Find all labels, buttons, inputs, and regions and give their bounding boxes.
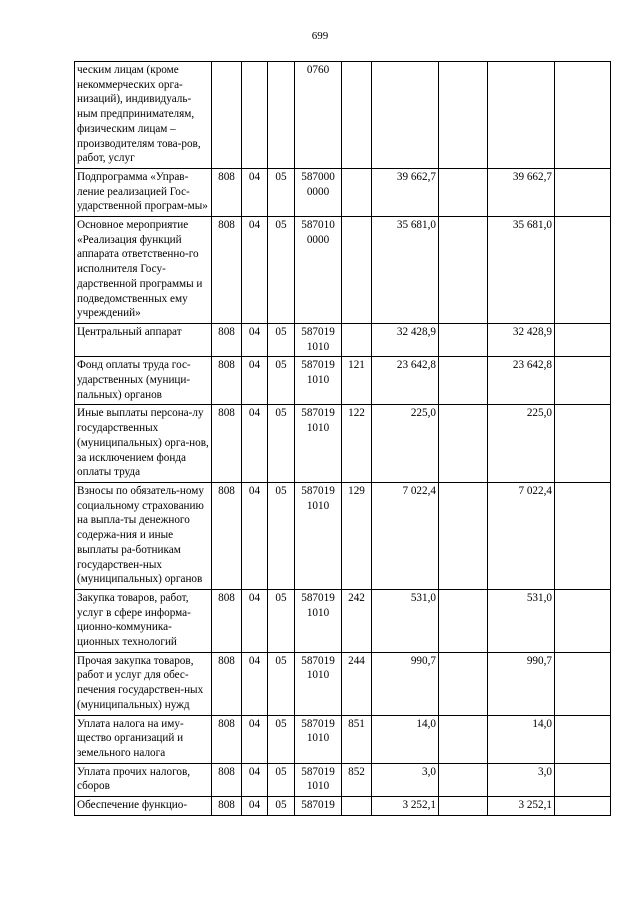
cell-expense-type — [342, 797, 372, 816]
cell-name: Закупка товаров, работ, услуг в сфере информа-ционно-коммуника-ционных технологий — [75, 589, 212, 652]
cell-empty-2 — [555, 323, 611, 356]
cell-subsection-code — [268, 62, 295, 169]
cell-subsection-code: 05 — [268, 763, 295, 796]
cell-target-article: 587019 1010 — [295, 482, 342, 589]
cell-name: Прочая закупка товаров, работ и услуг для обес-печения государствен-ных (муниципальных) нужд — [75, 652, 212, 715]
cell-target-article: 587019 1010 — [295, 405, 342, 483]
cell-expense-type: 122 — [342, 405, 372, 483]
cell-total: 35 681,0 — [488, 217, 555, 324]
cell-empty-2 — [555, 797, 611, 816]
cell-target-article: 587019 1010 — [295, 715, 342, 763]
cell-empty-1 — [439, 405, 488, 483]
budget-table — [74, 61, 611, 816]
cell-empty-2 — [555, 62, 611, 169]
cell-target-article: 587019 1010 — [295, 652, 342, 715]
cell-name: Взносы по обязатель-ному социальному страхованию на выпла-ты денежного содержа-ния и иные выплаты ра-ботникам государствен-ных (муниципальных) органов — [75, 482, 212, 589]
table-row — [75, 405, 611, 483]
cell-empty-2 — [555, 763, 611, 796]
cell-ministry-code: 808 — [212, 405, 242, 483]
cell-subsection-code: 05 — [268, 715, 295, 763]
cell-target-article: 587019 1010 — [295, 589, 342, 652]
cell-total: 32 428,9 — [488, 323, 555, 356]
cell-empty-1 — [439, 217, 488, 324]
table-row — [75, 217, 611, 324]
cell-amount: 39 662,7 — [372, 168, 439, 216]
cell-amount: 32 428,9 — [372, 323, 439, 356]
cell-total: 3 252,1 — [488, 797, 555, 816]
table-row — [75, 589, 611, 652]
cell-empty-1 — [439, 168, 488, 216]
cell-ministry-code: 808 — [212, 482, 242, 589]
cell-empty-1 — [439, 62, 488, 169]
cell-total: 990,7 — [488, 652, 555, 715]
cell-total: 23 642,8 — [488, 357, 555, 405]
cell-name: Центральный аппарат — [75, 323, 212, 356]
cell-empty-1 — [439, 482, 488, 589]
cell-ministry-code: 808 — [212, 652, 242, 715]
cell-name: Основное мероприятие «Реализация функций аппарата ответственно-го исполнителя Госу-дарственной программы и подведомственных ему учреждений» — [75, 217, 212, 324]
cell-empty-1 — [439, 652, 488, 715]
cell-ministry-code: 808 — [212, 589, 242, 652]
page-number: 699 — [311, 30, 329, 42]
cell-expense-type — [342, 168, 372, 216]
cell-expense-type: 852 — [342, 763, 372, 796]
cell-target-article: 587010 0000 — [295, 217, 342, 324]
cell-target-article: 587019 1010 — [295, 357, 342, 405]
cell-expense-type: 244 — [342, 652, 372, 715]
cell-name: Фонд оплаты труда гос-ударственных (муници-пальных) органов — [75, 357, 212, 405]
cell-amount: 14,0 — [372, 715, 439, 763]
cell-expense-type: 121 — [342, 357, 372, 405]
cell-section-code: 04 — [242, 168, 268, 216]
table-row — [75, 168, 611, 216]
cell-subsection-code: 05 — [268, 357, 295, 405]
cell-expense-type — [342, 323, 372, 356]
cell-ministry-code: 808 — [212, 217, 242, 324]
cell-target-article: 587000 0000 — [295, 168, 342, 216]
cell-section-code: 04 — [242, 357, 268, 405]
cell-section-code: 04 — [242, 715, 268, 763]
cell-name: ческим лицам (кроме некоммерческих орга-низаций), индивидуаль-ным предпринимателям, физическим лицам – производителям това-ров, работ, услуг — [75, 62, 212, 169]
cell-subsection-code: 05 — [268, 652, 295, 715]
cell-total: 531,0 — [488, 589, 555, 652]
cell-section-code: 04 — [242, 589, 268, 652]
cell-subsection-code: 05 — [268, 797, 295, 816]
cell-amount: 3,0 — [372, 763, 439, 796]
table-row — [75, 715, 611, 763]
cell-ministry-code — [212, 62, 242, 169]
cell-subsection-code: 05 — [268, 323, 295, 356]
cell-ministry-code: 808 — [212, 797, 242, 816]
cell-name: Уплата прочих налогов, сборов — [75, 763, 212, 796]
cell-section-code: 04 — [242, 217, 268, 324]
cell-section-code: 04 — [242, 652, 268, 715]
cell-expense-type: 851 — [342, 715, 372, 763]
cell-expense-type: 129 — [342, 482, 372, 589]
table-row — [75, 797, 611, 816]
cell-ministry-code: 808 — [212, 357, 242, 405]
cell-name: Иные выплаты персона-лу государственных (муниципальных) орга-нов, за исключением фонда оплаты труда — [75, 405, 212, 483]
table-row — [75, 652, 611, 715]
cell-subsection-code: 05 — [268, 482, 295, 589]
cell-ministry-code: 808 — [212, 323, 242, 356]
cell-empty-2 — [555, 168, 611, 216]
cell-total — [488, 62, 555, 169]
cell-empty-1 — [439, 715, 488, 763]
cell-expense-type — [342, 62, 372, 169]
cell-empty-1 — [439, 323, 488, 356]
cell-subsection-code: 05 — [268, 217, 295, 324]
cell-ministry-code: 808 — [212, 168, 242, 216]
cell-name: Подпрограмма «Управ-ление реализацией Гос-ударственной програм-мы» — [75, 168, 212, 216]
cell-empty-2 — [555, 405, 611, 483]
cell-amount: 531,0 — [372, 589, 439, 652]
cell-empty-2 — [555, 715, 611, 763]
table-row — [75, 482, 611, 589]
cell-expense-type — [342, 217, 372, 324]
cell-empty-2 — [555, 357, 611, 405]
cell-target-article: 587019 1010 — [295, 763, 342, 796]
cell-amount: 23 642,8 — [372, 357, 439, 405]
cell-ministry-code: 808 — [212, 763, 242, 796]
cell-total: 39 662,7 — [488, 168, 555, 216]
cell-subsection-code: 05 — [268, 405, 295, 483]
cell-amount: 35 681,0 — [372, 217, 439, 324]
cell-target-article: 587019 — [295, 797, 342, 816]
cell-target-article: 0760 — [295, 62, 342, 169]
cell-target-article: 587019 1010 — [295, 323, 342, 356]
cell-empty-1 — [439, 763, 488, 796]
cell-subsection-code: 05 — [268, 168, 295, 216]
cell-section-code: 04 — [242, 763, 268, 796]
cell-empty-1 — [439, 357, 488, 405]
cell-amount: 7 022,4 — [372, 482, 439, 589]
cell-amount — [372, 62, 439, 169]
cell-ministry-code: 808 — [212, 715, 242, 763]
cell-section-code: 04 — [242, 323, 268, 356]
table-row — [75, 763, 611, 796]
cell-expense-type: 242 — [342, 589, 372, 652]
cell-section-code: 04 — [242, 797, 268, 816]
cell-name: Обеспечение функцио- — [75, 797, 212, 816]
cell-empty-2 — [555, 589, 611, 652]
cell-total: 225,0 — [488, 405, 555, 483]
cell-empty-2 — [555, 217, 611, 324]
cell-total: 7 022,4 — [488, 482, 555, 589]
cell-empty-1 — [439, 589, 488, 652]
cell-total: 3,0 — [488, 763, 555, 796]
cell-name: Уплата налога на иму-щество организаций и земельного налога — [75, 715, 212, 763]
cell-empty-1 — [439, 797, 488, 816]
table-row — [75, 62, 611, 169]
table-row — [75, 357, 611, 405]
cell-total: 14,0 — [488, 715, 555, 763]
cell-amount: 3 252,1 — [372, 797, 439, 816]
cell-amount: 990,7 — [372, 652, 439, 715]
cell-section-code — [242, 62, 268, 169]
table-row — [75, 323, 611, 356]
cell-empty-2 — [555, 482, 611, 589]
cell-amount: 225,0 — [372, 405, 439, 483]
cell-subsection-code: 05 — [268, 589, 295, 652]
budget-table-body — [75, 62, 611, 816]
cell-section-code: 04 — [242, 405, 268, 483]
cell-section-code: 04 — [242, 482, 268, 589]
cell-empty-2 — [555, 652, 611, 715]
